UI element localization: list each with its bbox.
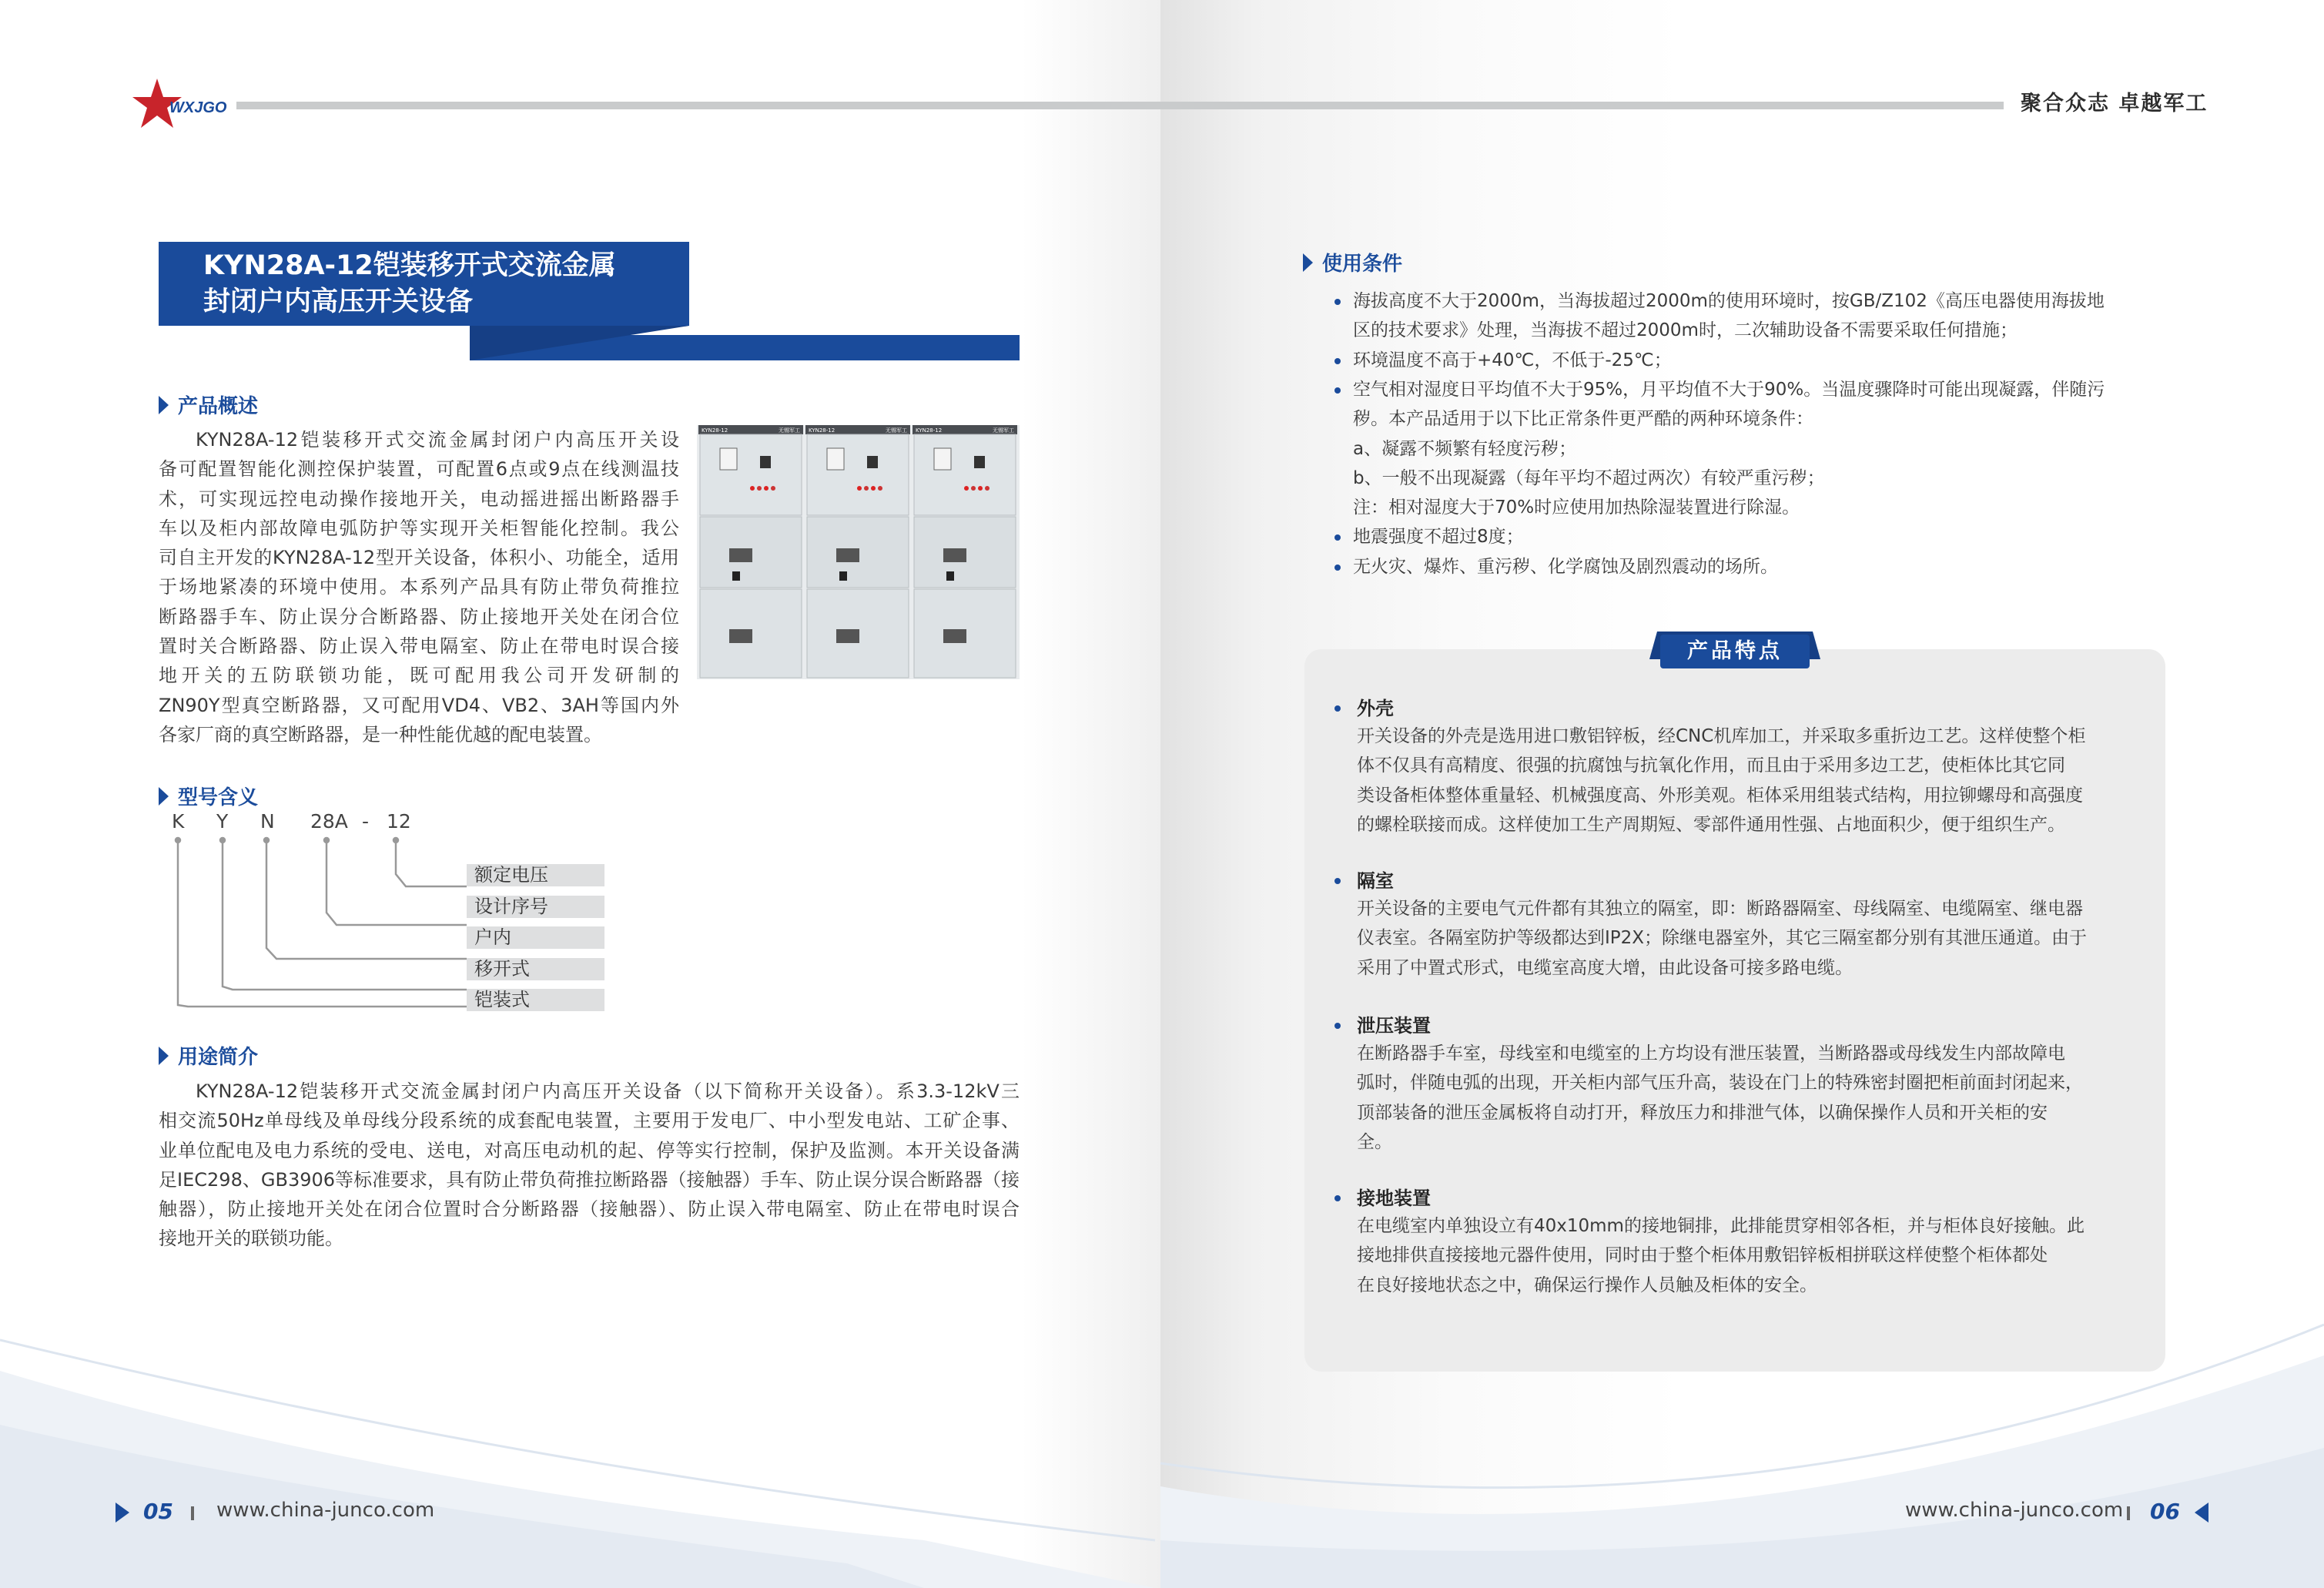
page-number-left: 05 <box>143 1499 173 1524</box>
vent-grille <box>836 548 859 562</box>
code-y: Y <box>216 810 229 833</box>
bullet-icon <box>1334 358 1341 364</box>
feature-line: 体不仅具有高精度、很强的抗腐蚀与抗氧化作用，而且由于采用多边工艺，使柜体比其它同 <box>1357 755 2065 776</box>
lock-icon <box>732 571 740 581</box>
title-line-1: KYN28A-12铠装移开式交流金属 <box>203 250 616 281</box>
feature-line: 开关设备的主要电气元件都有其独立的隔室，即：断路器隔室、母线隔室、电缆隔室、继电器 <box>1357 899 2083 919</box>
paragraph-line: 于场地紧凑的环境中使用。本系列产品具有防止带负荷推拉 <box>159 576 679 598</box>
lock-icon <box>946 571 954 581</box>
bullet-icon <box>1334 299 1341 305</box>
code-12: 12 <box>387 810 411 833</box>
page-arrow-right-icon <box>116 1503 129 1523</box>
paragraph-line: 司自主开发的KYN28A-12型开关设备，体积小、功能全，适用 <box>159 547 679 569</box>
indicator-light <box>857 486 862 491</box>
indicator-light <box>764 486 769 491</box>
feature-line: 接地排供直接接地元器件使用，同时由于整个柜体用敷铝锌板相拼联这样使整个柜体都处 <box>1357 1245 2048 1266</box>
heading-text: 产品概述 <box>178 395 259 418</box>
paragraph-line: 置时关合断路器、防止误入带电隔室、防止在带电时误合接 <box>159 635 679 658</box>
paragraph-line: KYN28A-12铠装移开式交流金属封闭户内高压开关设 <box>196 429 679 451</box>
header-divider <box>236 102 2004 109</box>
arrow-right-icon <box>1303 253 1313 272</box>
feature-description <box>1357 1039 2083 1157</box>
vent-grille <box>943 548 966 562</box>
feature-line: 顶部装备的泄压金属板将自动打开，释放压力和排泄气体，以确保操作人员和开关柜的安 <box>1357 1102 2048 1123</box>
relay-display <box>827 448 844 470</box>
indicator-light <box>750 486 755 491</box>
heading-text: 型号含义 <box>178 786 259 809</box>
footer-url-left[interactable]: www.china-junco.com <box>216 1499 435 1522</box>
relay-display <box>934 448 951 470</box>
cabinet-label: 无锡军工 <box>886 427 907 434</box>
paragraph-line: 术，可实现远控电动操作接地开关，电动摇进摇出断路器手 <box>159 487 679 510</box>
meaning-rated-voltage: 额定电压 <box>467 864 604 886</box>
title-slant-shape <box>470 323 693 360</box>
meaning-withdrawable: 移开式 <box>467 958 604 980</box>
feature-line: 在电缆室内单独设立有40x10mm的接地铜排，此排能贯穿相邻各柜，并与柜体良好接触。此 <box>1357 1216 2085 1236</box>
bullet-icon <box>1334 1023 1341 1029</box>
condition-line: a、凝露不频繁有轻度污秽； <box>1353 438 1577 459</box>
paragraph-line: KYN28A-12铠装移开式交流金属封闭户内高压开关设备（以下简称开关设备）。系3.3-12kV三 <box>196 1080 1020 1102</box>
paragraph-line: 足IEC298、GB3906等标准要求，具有防止带负荷推拉断路器（接触器）手车、防止误分误合断路器（接 <box>159 1168 1020 1191</box>
feature-line: 类设备柜体整体重量轻、机械强度高、外形美观。柜体采用组装式结构，用拉铆螺母和高强度 <box>1357 785 2083 806</box>
page-number-right: 06 <box>2150 1499 2180 1524</box>
paragraph-line: 备可配置智能化测控保护装置，可配置6点或9点在线测温技 <box>159 458 679 481</box>
indicator-light <box>978 486 983 491</box>
paragraph-line: 接地开关的联锁功能。 <box>159 1228 343 1250</box>
feature-description <box>1357 894 2087 983</box>
condition-line: 区的技术要求》处理，当海拔不超过2000m时，二次辅助设备不需要采取任何措施； <box>1353 320 2018 341</box>
heading-text: 使用条件 <box>1322 253 1403 276</box>
condition-line: 秽。本产品适用于以下比正常条件更严酷的两种环境条件： <box>1353 409 1813 430</box>
feature-line: 弧时，伴随电弧的出现，开关柜内部气压升高，装设在门上的特殊密封圈把柜前面封闭起来， <box>1357 1073 2083 1094</box>
indicator-light <box>864 486 869 491</box>
indicator-light <box>757 486 762 491</box>
vent-grille <box>943 629 966 643</box>
cabinet-label: 无锡军工 <box>993 427 1014 434</box>
cabinet-label: KYN28-12 <box>809 427 836 434</box>
arrow-right-icon <box>159 787 169 806</box>
condition-line: 海拔高度不大于2000m，当海拔超过2000m的使用环境时，按GB/Z102《高压电器使用海拔地 <box>1353 291 2105 311</box>
lock-icon <box>839 571 847 581</box>
code-dash: - <box>362 810 370 833</box>
code-28a: 28A <box>310 810 348 833</box>
vent-grille <box>729 548 752 562</box>
cabinet-instrument-door <box>914 434 1016 515</box>
indicator-light <box>985 486 990 491</box>
indicator-light <box>871 486 876 491</box>
bullet-icon <box>1334 878 1341 884</box>
switchgear-photo <box>697 425 1020 679</box>
feature-title: 隔室 <box>1357 870 1394 892</box>
cabinet-label: KYN28-12 <box>702 427 728 434</box>
bullet-icon <box>1334 565 1341 571</box>
condition-line: 地震强度不超过8度； <box>1353 527 1524 548</box>
paragraph-line: 业单位配电及电力系统的受电、送电，对高压电动机的起、停等实行控制，保护及监测。本开关设备满 <box>159 1139 1020 1161</box>
section-heading-usage <box>159 1041 258 1070</box>
condition-line: 空气相对湿度日平均值不大于95%，月平均值不大于90%。当温度骤降时可能出现凝露，伴随污 <box>1353 379 2105 400</box>
feature-line: 在良好接地状态之中，确保运行操作人员触及柜体的安全。 <box>1357 1275 1817 1295</box>
paragraph-line: 断路器手车、防止误分合断路器、防止接地开关处在闭合位 <box>159 605 679 628</box>
section-heading-conditions <box>1303 248 1402 276</box>
footer-url-right[interactable]: www.china-junco.com <box>1905 1499 2124 1522</box>
condition-line: 环境温度不高于+40℃，不低于-25℃； <box>1353 350 1672 370</box>
cabinet-label: KYN28-12 <box>916 427 943 434</box>
feature-line: 开关设备的外壳是选用进口敷铝锌板，经CNC机库加工，并采取多重折边工艺。这样使整个柜 <box>1357 726 2086 746</box>
relay-display <box>720 448 737 470</box>
page-title <box>159 242 689 326</box>
usage-paragraph <box>159 1077 1020 1254</box>
meaning-indoor: 户内 <box>467 926 604 949</box>
cabinet-instrument-door <box>807 434 909 515</box>
page-arrow-left-icon <box>2195 1503 2208 1523</box>
indicator-light <box>971 486 976 491</box>
cabinet-instrument-door <box>700 434 802 515</box>
feature-title: 泄压装置 <box>1357 1015 1431 1037</box>
meaning-armored: 铠装式 <box>467 989 604 1011</box>
star-logo-icon <box>131 77 231 136</box>
paragraph-line: 车以及柜内部故障电弧防护等实现开关柜智能化控制。我公 <box>159 517 679 539</box>
feature-line: 在断路器手车室，母线室和电缆室的上方均设有泄压装置，当断路器或母线发生内部故障电 <box>1357 1044 2065 1064</box>
feature-description <box>1357 1211 2085 1300</box>
paragraph-line: 地开关的五防联锁功能，既可配用我公司开发研制的 <box>159 665 679 687</box>
indicator-light <box>771 486 775 491</box>
slogan: 聚合众志 卓越军工 <box>2021 92 2208 116</box>
paragraph-line: 各家厂商的真空断路器，是一种性能优越的配电装置。 <box>159 723 602 745</box>
condition-line: 注：相对湿度大于70%时应使用加热除湿装置进行除湿。 <box>1353 498 1800 518</box>
bullet-icon <box>1334 1195 1341 1201</box>
vent-grille <box>729 629 752 643</box>
meaning-design-serial: 设计序号 <box>467 896 604 918</box>
meter <box>974 456 985 468</box>
feature-line: 仪表室。各隔室防护等级都达到IP2X；除继电器室外，其它三隔室都分别有其泄压通道。由于 <box>1357 928 2088 949</box>
meter <box>760 456 771 468</box>
company-logo <box>131 77 231 136</box>
feature-line: 的螺栓联接而成。这样使加工生产周期短、零部件通用性强、占地面积少，便于组织生产。 <box>1357 814 2065 835</box>
vent-grille <box>836 629 859 643</box>
feature-title: 接地装置 <box>1357 1188 1431 1209</box>
condition-line: 无火灾、爆炸、重污秽、化学腐蚀及剧烈震动的场所。 <box>1353 556 1778 577</box>
title-line-2: 封闭户内高压开关设备 <box>203 286 474 317</box>
cabinet-label: 无锡军工 <box>779 427 800 434</box>
svg-text:WXJGO: WXJGO <box>169 99 227 116</box>
indicator-light <box>964 486 969 491</box>
feature-line: 采用了中置式形式，电缆室高度大增，由此设备可接多路电缆。 <box>1357 957 1853 978</box>
paragraph-line: 相交流50Hz单母线及单母线分段系统的成套配电装置，主要用于发电厂、中小型发电站、工矿企事、 <box>159 1110 1020 1132</box>
overview-paragraph <box>159 425 679 749</box>
code-k: K <box>172 810 185 833</box>
heading-text: 用途简介 <box>178 1046 259 1069</box>
arrow-right-icon <box>159 1047 169 1065</box>
footer-separator <box>2127 1506 2130 1520</box>
paragraph-line: 触器），防止接地开关处在闭合位置时合分断路器（接触器）、防止误入带电隔室、防止在带电时误合 <box>159 1198 1020 1221</box>
model-connector-lines <box>154 836 477 1013</box>
bullet-icon <box>1334 387 1341 394</box>
footer-separator <box>191 1506 194 1520</box>
feature-description <box>1357 722 2085 839</box>
features-badge-text: 产品特点 <box>1687 639 1783 663</box>
section-heading-overview <box>159 390 258 419</box>
code-n: N <box>260 810 275 833</box>
meter <box>867 456 878 468</box>
paragraph-line: ZN90Y型真空断路器，又可配用VD4、VB2、3AH等国内外 <box>159 694 679 716</box>
feature-line: 全。 <box>1357 1131 1392 1152</box>
indicator-light <box>878 486 882 491</box>
bullet-icon <box>1334 705 1341 712</box>
arrow-right-icon <box>159 396 169 414</box>
section-heading-model <box>159 782 258 810</box>
condition-line: b、一般不出现凝露（每年平均不超过两次）有较严重污秽； <box>1353 467 1825 488</box>
feature-title: 外壳 <box>1357 698 1394 719</box>
